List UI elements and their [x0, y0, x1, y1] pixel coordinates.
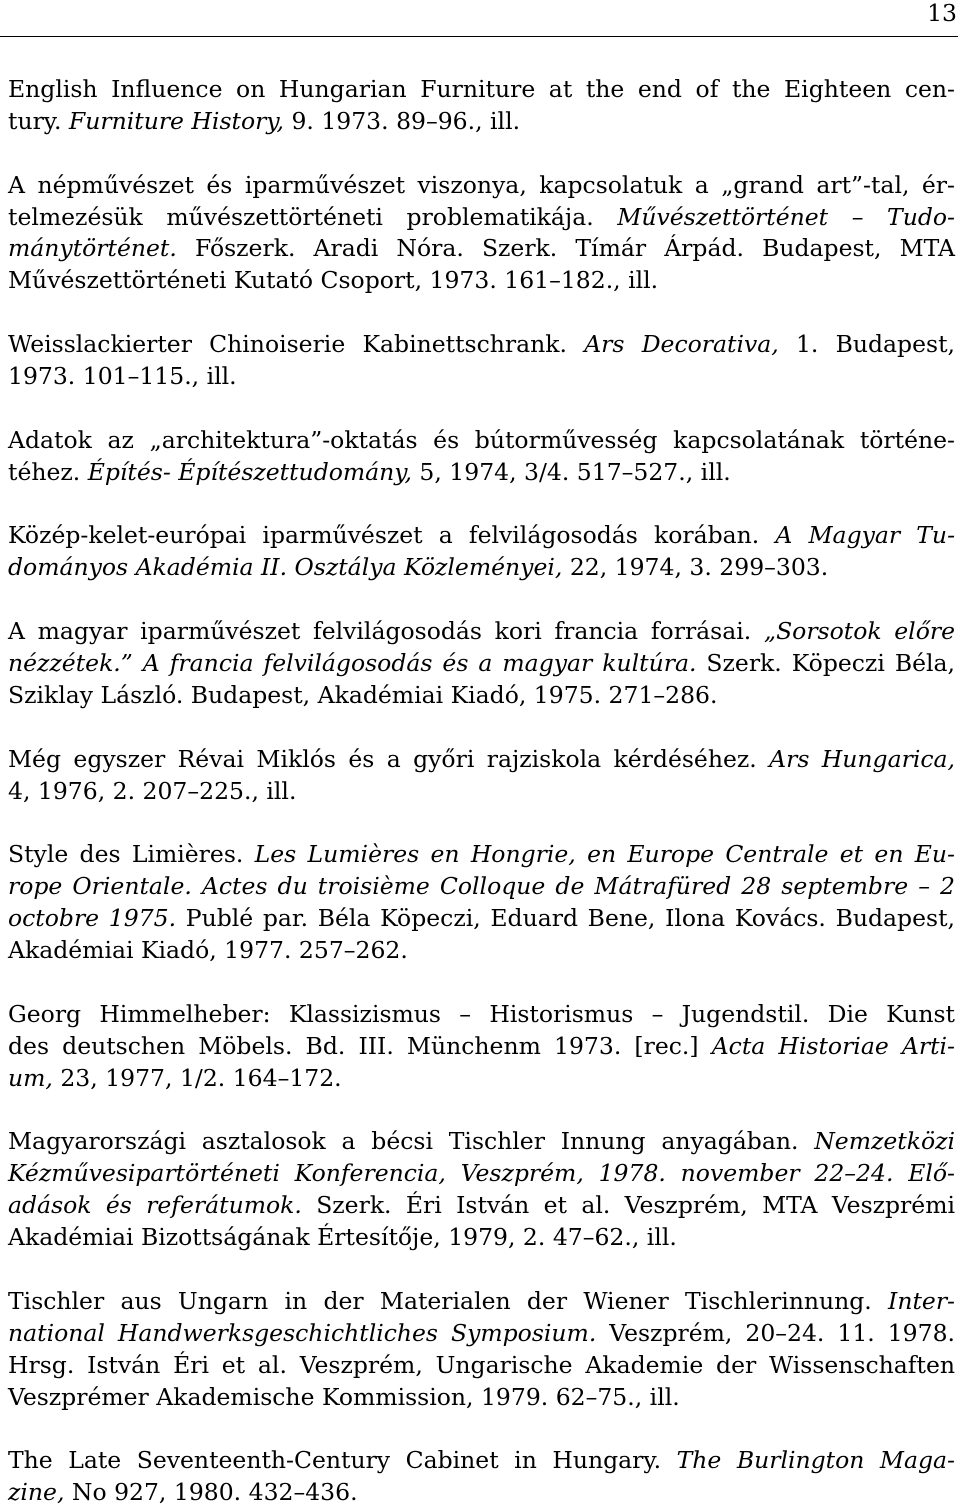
bibliography-list — [8, 74, 955, 1509]
entry-text: 1. Budapest, — [778, 330, 955, 359]
entry-text: Sziklay László. Budapest, Akadémiai Kiadó, 1975. 271–286. — [8, 680, 718, 709]
entry-text: The Late Seventeenth-Century Cabinet in Hungary. — [8, 1446, 677, 1475]
entry-line — [8, 1031, 955, 1063]
entry-text: 4, 1976, 2. 207–225., ill. — [8, 776, 297, 805]
entry-text: Adatok az „architektura”-oktatás és bútorművesség kapcsolatának történe- — [8, 425, 955, 454]
italic-title-text: Kézművesipartörténeti Konferencia, Veszprém, 1978. november 22–24. Elő- — [8, 1159, 955, 1188]
italic-title-text: Nemzetközi — [814, 1127, 955, 1156]
header-rule — [0, 36, 958, 37]
italic-title-text: Acta Historiae Arti- — [711, 1031, 955, 1060]
entry-line — [8, 1286, 955, 1318]
italic-title-text: adások és referátumok. — [8, 1191, 302, 1220]
entry-text: 1973. 101–115., ill. — [8, 362, 237, 391]
italic-title-text: mánytörténet. — [8, 234, 177, 263]
italic-title-text: Furniture History, — [68, 106, 284, 135]
entry-line — [8, 1350, 955, 1382]
bibliography-entry — [8, 1126, 955, 1254]
bibliography-entry — [8, 999, 955, 1095]
bibliography-entry — [8, 425, 955, 489]
italic-title-text: um, — [8, 1063, 53, 1092]
italic-title-text: dományos Akadémia II. Osztálya Közleményei, — [8, 553, 563, 582]
entry-text: 5, 1974, 3/4. 517–527., ill. — [411, 457, 731, 486]
entry-line — [8, 1190, 955, 1222]
entry-line — [8, 680, 955, 712]
entry-text: No 927, 1980. 432–436. — [64, 1478, 358, 1507]
entry-line — [8, 1445, 955, 1477]
italic-title-text: zine, — [8, 1478, 65, 1507]
entry-line — [8, 106, 955, 138]
italic-title-text: Építés- Építészettudomány, — [87, 457, 412, 486]
entry-text: téhez. — [8, 457, 88, 486]
entry-text: Szerk. Köpeczi Béla, — [696, 649, 955, 678]
entry-line — [8, 329, 955, 361]
entry-line — [8, 999, 955, 1031]
bibliography-entry — [8, 839, 955, 967]
entry-line — [8, 839, 955, 871]
bibliography-entry — [8, 1445, 955, 1509]
entry-line — [8, 552, 955, 584]
bibliography-entry — [8, 520, 955, 584]
entry-text: Akadémiai Kiadó, 1977. 257–262. — [8, 936, 408, 965]
entry-line — [8, 1318, 955, 1350]
entry-line — [8, 74, 955, 106]
italic-title-text: „Sorsotok előre — [763, 617, 955, 646]
bibliography-entry — [8, 329, 955, 393]
entry-text: Veszprém, 20–24. 11. 1978. — [596, 1318, 956, 1347]
entry-line — [8, 457, 955, 489]
entry-text: 23, 1977, 1/2. 164–172. — [52, 1063, 342, 1092]
page-number: 13 — [927, 0, 957, 27]
entry-line — [8, 520, 955, 552]
entry-line — [8, 1063, 955, 1095]
entry-text: Weisslackierter Chinoiserie Kabinettschrank. — [8, 330, 585, 359]
entry-line — [8, 1222, 955, 1254]
entry-line — [8, 935, 955, 967]
entry-line — [8, 233, 955, 265]
bibliography-entry — [8, 744, 955, 808]
entry-text: tury. — [8, 106, 69, 135]
entry-text: Főszerk. Aradi Nóra. Szerk. Tímár Árpád. Budapest, MTA — [176, 234, 955, 263]
bibliography-entry — [8, 74, 955, 138]
entry-line — [8, 648, 955, 680]
italic-title-text: Inter- — [888, 1286, 955, 1315]
entry-text: Veszprémer Akademische Kommission, 1979. 62–75., ill. — [8, 1382, 680, 1411]
entry-text: Szerk. Éri István et al. Veszprém, MTA Veszprémi — [301, 1191, 955, 1220]
entry-line — [8, 425, 955, 457]
entry-text: A népművészet és iparművészet viszonya, kapcsolatuk a „grand art”-tal, ér- — [8, 170, 955, 199]
entry-text: Publé par. Béla Köpeczi, Eduard Bene, Ilona Kovács. Budapest, — [176, 904, 955, 933]
entry-text: Magyarországi asztalosok a bécsi Tischler Innung anyagában. — [8, 1127, 815, 1156]
entry-line — [8, 744, 955, 776]
italic-title-text: nézzétek.” A francia felvilágosodás és a magyar kultúra. — [8, 649, 697, 678]
italic-title-text: Művészettörténet – Tudo- — [617, 202, 955, 231]
entry-text: Georg Himmelheber: Klassizismus – Historismus – Jugendstil. Die Kunst — [8, 999, 955, 1028]
entry-text: Még egyszer Révai Miklós és a győri rajziskola kérdéséhez. — [8, 744, 770, 773]
entry-text: Akadémiai Bizottságának Értesítője, 1979, 2. 47–62., ill. — [8, 1223, 677, 1252]
entry-text: Közép-kelet-európai iparművészet a felvilágosodás korában. — [8, 521, 776, 550]
bibliography-entry — [8, 1286, 955, 1414]
entry-line — [8, 871, 955, 903]
italic-title-text: Ars Decorativa, — [584, 330, 779, 359]
entry-text: Hrsg. István Éri et al. Veszprém, Ungarische Akademie der Wissenschaften — [8, 1350, 955, 1379]
entry-line — [8, 202, 955, 234]
entry-line — [8, 776, 955, 808]
entry-line — [8, 1126, 955, 1158]
entry-line — [8, 265, 955, 297]
entry-text: Művészettörténeti Kutató Csoport, 1973. 161–182., ill. — [8, 266, 659, 295]
bibliography-entry — [8, 616, 955, 712]
italic-title-text: Les Lumières en Hongrie, en Europe Centrale et en Eu- — [254, 840, 955, 869]
entry-text: A magyar iparművészet felvilágosodás kori francia forrásai. — [8, 617, 764, 646]
entry-text: English Influence on Hungarian Furniture at the end of the Eighteen cen- — [8, 75, 955, 103]
entry-text: 22, 1974, 3. 299–303. — [562, 553, 829, 582]
entry-text: telmezésük művészettörténeti problematikája. — [8, 202, 618, 231]
entry-text: 9. 1973. 89–96., ill. — [283, 106, 521, 135]
bibliography-entry — [8, 170, 955, 298]
italic-title-text: octobre 1975. — [8, 904, 177, 933]
entry-line — [8, 1382, 955, 1414]
italic-title-text: rope Orientale. Actes du troisième Colloque de Mátrafüred 28 septembre – 2 — [8, 872, 955, 901]
entry-text: Tischler aus Ungarn in der Materialen der Wiener Tischlerinnung. — [8, 1286, 889, 1315]
italic-title-text: A Magyar Tu- — [775, 521, 956, 550]
entry-line — [8, 616, 955, 648]
entry-line — [8, 903, 955, 935]
entry-line — [8, 1477, 955, 1509]
entry-line — [8, 170, 955, 202]
entry-text: Style des Limières. — [8, 840, 255, 869]
entry-line — [8, 361, 955, 393]
italic-title-text: The Burlington Maga- — [676, 1446, 955, 1475]
italic-title-text: Ars Hungarica, — [769, 744, 955, 773]
italic-title-text: national Handwerksgeschichtliches Symposium. — [8, 1318, 597, 1347]
entry-text: des deutschen Möbels. Bd. III. Münchenm 1973. [rec.] — [8, 1031, 712, 1060]
entry-line — [8, 1158, 955, 1190]
